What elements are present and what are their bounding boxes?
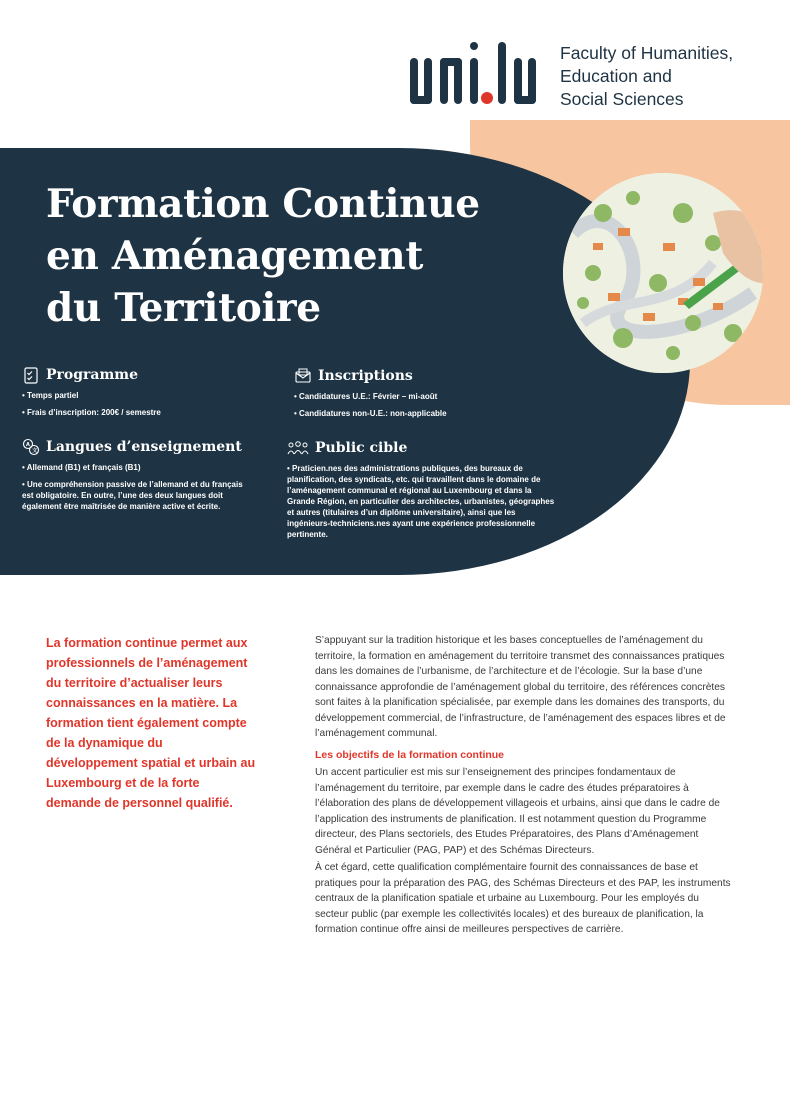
programme-heading-text: Programme [46, 367, 139, 383]
translate-icon [22, 438, 40, 456]
faculty-name [560, 42, 733, 111]
university-logo [410, 42, 770, 109]
intro-paragraph: La formation continue permet aux professionnels de l’aménagement du territoire d’actualiser leurs connaissances en la matière. La formation tient également compte de la dynamique du développement spatial et urbain au Luxembourg et de la forte demande de personnel qualifié. [46, 636, 256, 810]
inscriptions-list [294, 391, 534, 419]
programme-list [22, 390, 262, 418]
public-heading [287, 439, 557, 457]
langues-heading-text: Langues d’enseignement [46, 439, 242, 455]
people-group-icon [287, 439, 309, 457]
title-line-3: du Territoire [46, 285, 321, 331]
title-line-2: en Aménagement [46, 233, 424, 279]
list-item: • Candidatures non-U.E.: non-applicable [294, 408, 534, 419]
langues-heading [22, 438, 252, 456]
faculty-line-1: Faculty of Humanities, [560, 43, 734, 63]
list-item: • Allemand (B1) et français (B1) [22, 462, 252, 473]
svg-text:文: 文 [32, 448, 38, 454]
programme-heading [22, 366, 262, 384]
list-item: • Praticien.nes des administrations publiques, des bureaux de planification, des syndicats, etc. qui travaillent dans le domaine de l’aménagement communal et régional au Luxembourg et dans la Grande Région, en particulier des architectes, urbanistes, géographes et autres (titulaires d’un diplôme universitaire), ainsi que les ingénieurs-techniciens.nes ayant une expérience professionnelle pertinente. [287, 463, 557, 540]
svg-text:A: A [26, 442, 30, 448]
langues-list [22, 462, 252, 512]
title-line-1: Formation Continue [46, 181, 480, 227]
public-heading-text: Public cible [315, 440, 408, 456]
planning-map-photo [563, 173, 763, 373]
page-title [46, 178, 480, 334]
body-column [315, 633, 735, 940]
public-list [287, 463, 557, 540]
inscriptions-section [294, 367, 534, 425]
inscriptions-heading [294, 367, 534, 385]
list-item: • Candidatures U.E.: Février – mi-août [294, 391, 534, 402]
body-paragraph-2: Un accent particulier est mis sur l’enseignement des principes fondamentaux de l’aménagement du territoire, par exemple dans le cadre des études préparatoires à l’élaboration des plans de développement villageois et urbains, ainsi que dans le cadre de l’application des instruments de planification. Il est notamment question du Programme directeur, des Plans sectoriels, des Etudes Préparatoires, des Plans d’Aménagement Général et Particulier (PAG, PAP) et des Schémas Directeurs. [315, 767, 720, 856]
envelope-icon [294, 367, 312, 385]
objectifs-heading: Les objectifs de la formation continue [315, 748, 505, 761]
body-paragraph-3: À cet égard, cette qualification complémentaire fournit des connaissances de base et pratiques pour la préparation des PAG, des Schémas Directeurs et des PAP, les instruments centraux de la planification spatiale et urbaine au Luxembourg. Pour les employés du secteur public (par exemple les collectivités locales) et des bureaux de planification, la formation continue offre ainsi de meilleures perspectives de carrière. [315, 862, 731, 935]
inscriptions-heading-text: Inscriptions [318, 368, 413, 384]
uni-lu-logo-icon [410, 42, 550, 106]
body-paragraph-1: S’appuyant sur la tradition historique et les bases conceptuelles de l’aménagement du territoire, la formation en aménagement du territoire transmet des connaissances pratiques dans les domaines de l’urbanisme, de l’architecture et de l’écologie. Sur la base d’une connaissance approfondie de l’aménagement global du territoire, des références concrètes sont faites à la planification spécialisée, par exemple dans les domaines des transports, du développement commercial, de l’infrastructure, de l’aménagement des espaces libres et de l’aménagement communal. [315, 635, 726, 739]
list-item: • Temps partiel [22, 390, 262, 401]
langues-section [22, 438, 252, 518]
programme-section [22, 366, 262, 424]
list-item: • Une compréhension passive de l’allemand et du français est obligatoire. En outre, l’une des deux langues doit également être maîtrisée de manière active et écrite. [22, 479, 252, 512]
faculty-line-2: Education and [560, 66, 672, 86]
faculty-line-3: Social Sciences [560, 89, 684, 109]
checklist-icon [22, 366, 40, 384]
public-section [287, 439, 557, 546]
list-item: • Frais d’inscription: 200€ / semestre [22, 407, 262, 418]
